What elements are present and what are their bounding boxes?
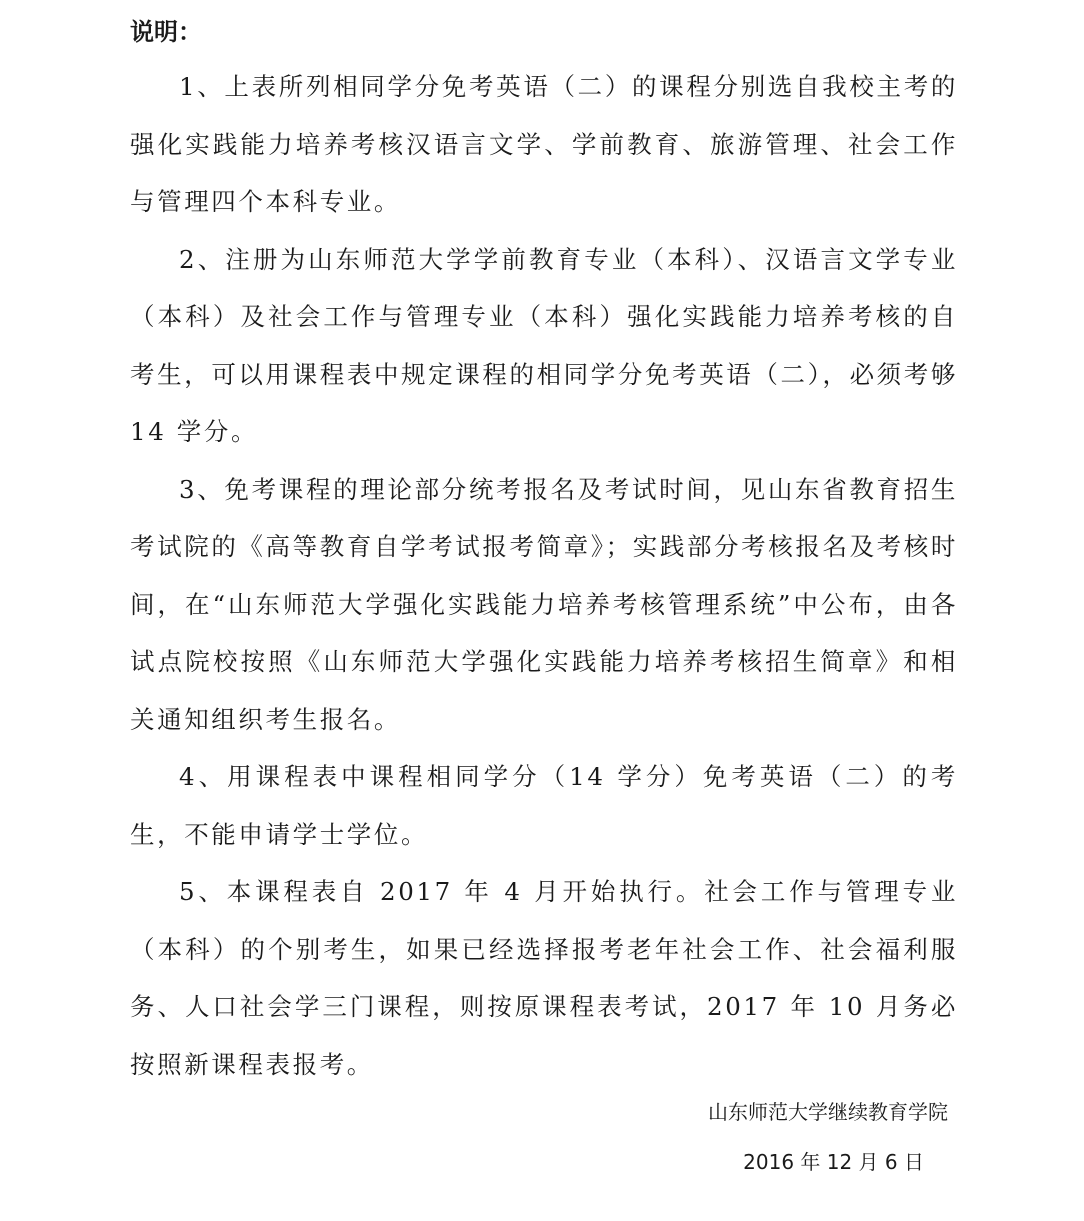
signature-block [708, 1098, 948, 1176]
paragraph-5: 5、本课程表自 2017 年 4 月开始执行。社会工作与管理专业（本科）的个别考生，如果已经选择报考老年社会工作、社会福利服务、人口社会学三门课程，则按原课程表考试，2017 年 10 月务必按照新课程表报考。 [130, 877, 958, 1079]
paragraph-2: 2、注册为山东师范大学学前教育专业（本科）、汉语言文学专业（本科）及社会工作与管理专业（本科）强化实践能力培养考核的自考生，可以用课程表中规定课程的相同学分免考英语（二），必须考够 14 学分。 [130, 244, 958, 446]
document-heading: 说明： [130, 18, 202, 46]
signature-date: 2016 年 12 月 6 日 [743, 1150, 924, 1174]
document-body [130, 58, 958, 1093]
paragraph-3: 3、免考课程的理论部分统考报名及考试时间，见山东省教育招生考试院的《高等教育自学考试报考简章》；实践部分考核报名及考核时间，在“山东师范大学强化实践能力培养考核管理系统”中公布，由各试点院校按照《山东师范大学强化实践能力培养考核招生简章》和相关通知组织考生报名。 [130, 474, 958, 734]
paragraph-1: 1、上表所列相同学分免考英语（二）的课程分别选自我校主考的强化实践能力培养考核汉语言文学、学前教育、旅游管理、社会工作与管理四个本科专业。 [130, 72, 958, 216]
signature-organization: 山东师范大学继续教育学院 [708, 1100, 948, 1124]
paragraph-4: 4、用课程表中课程相同学分（14 学分）免考英语（二）的考生，不能申请学士学位。 [130, 762, 958, 849]
